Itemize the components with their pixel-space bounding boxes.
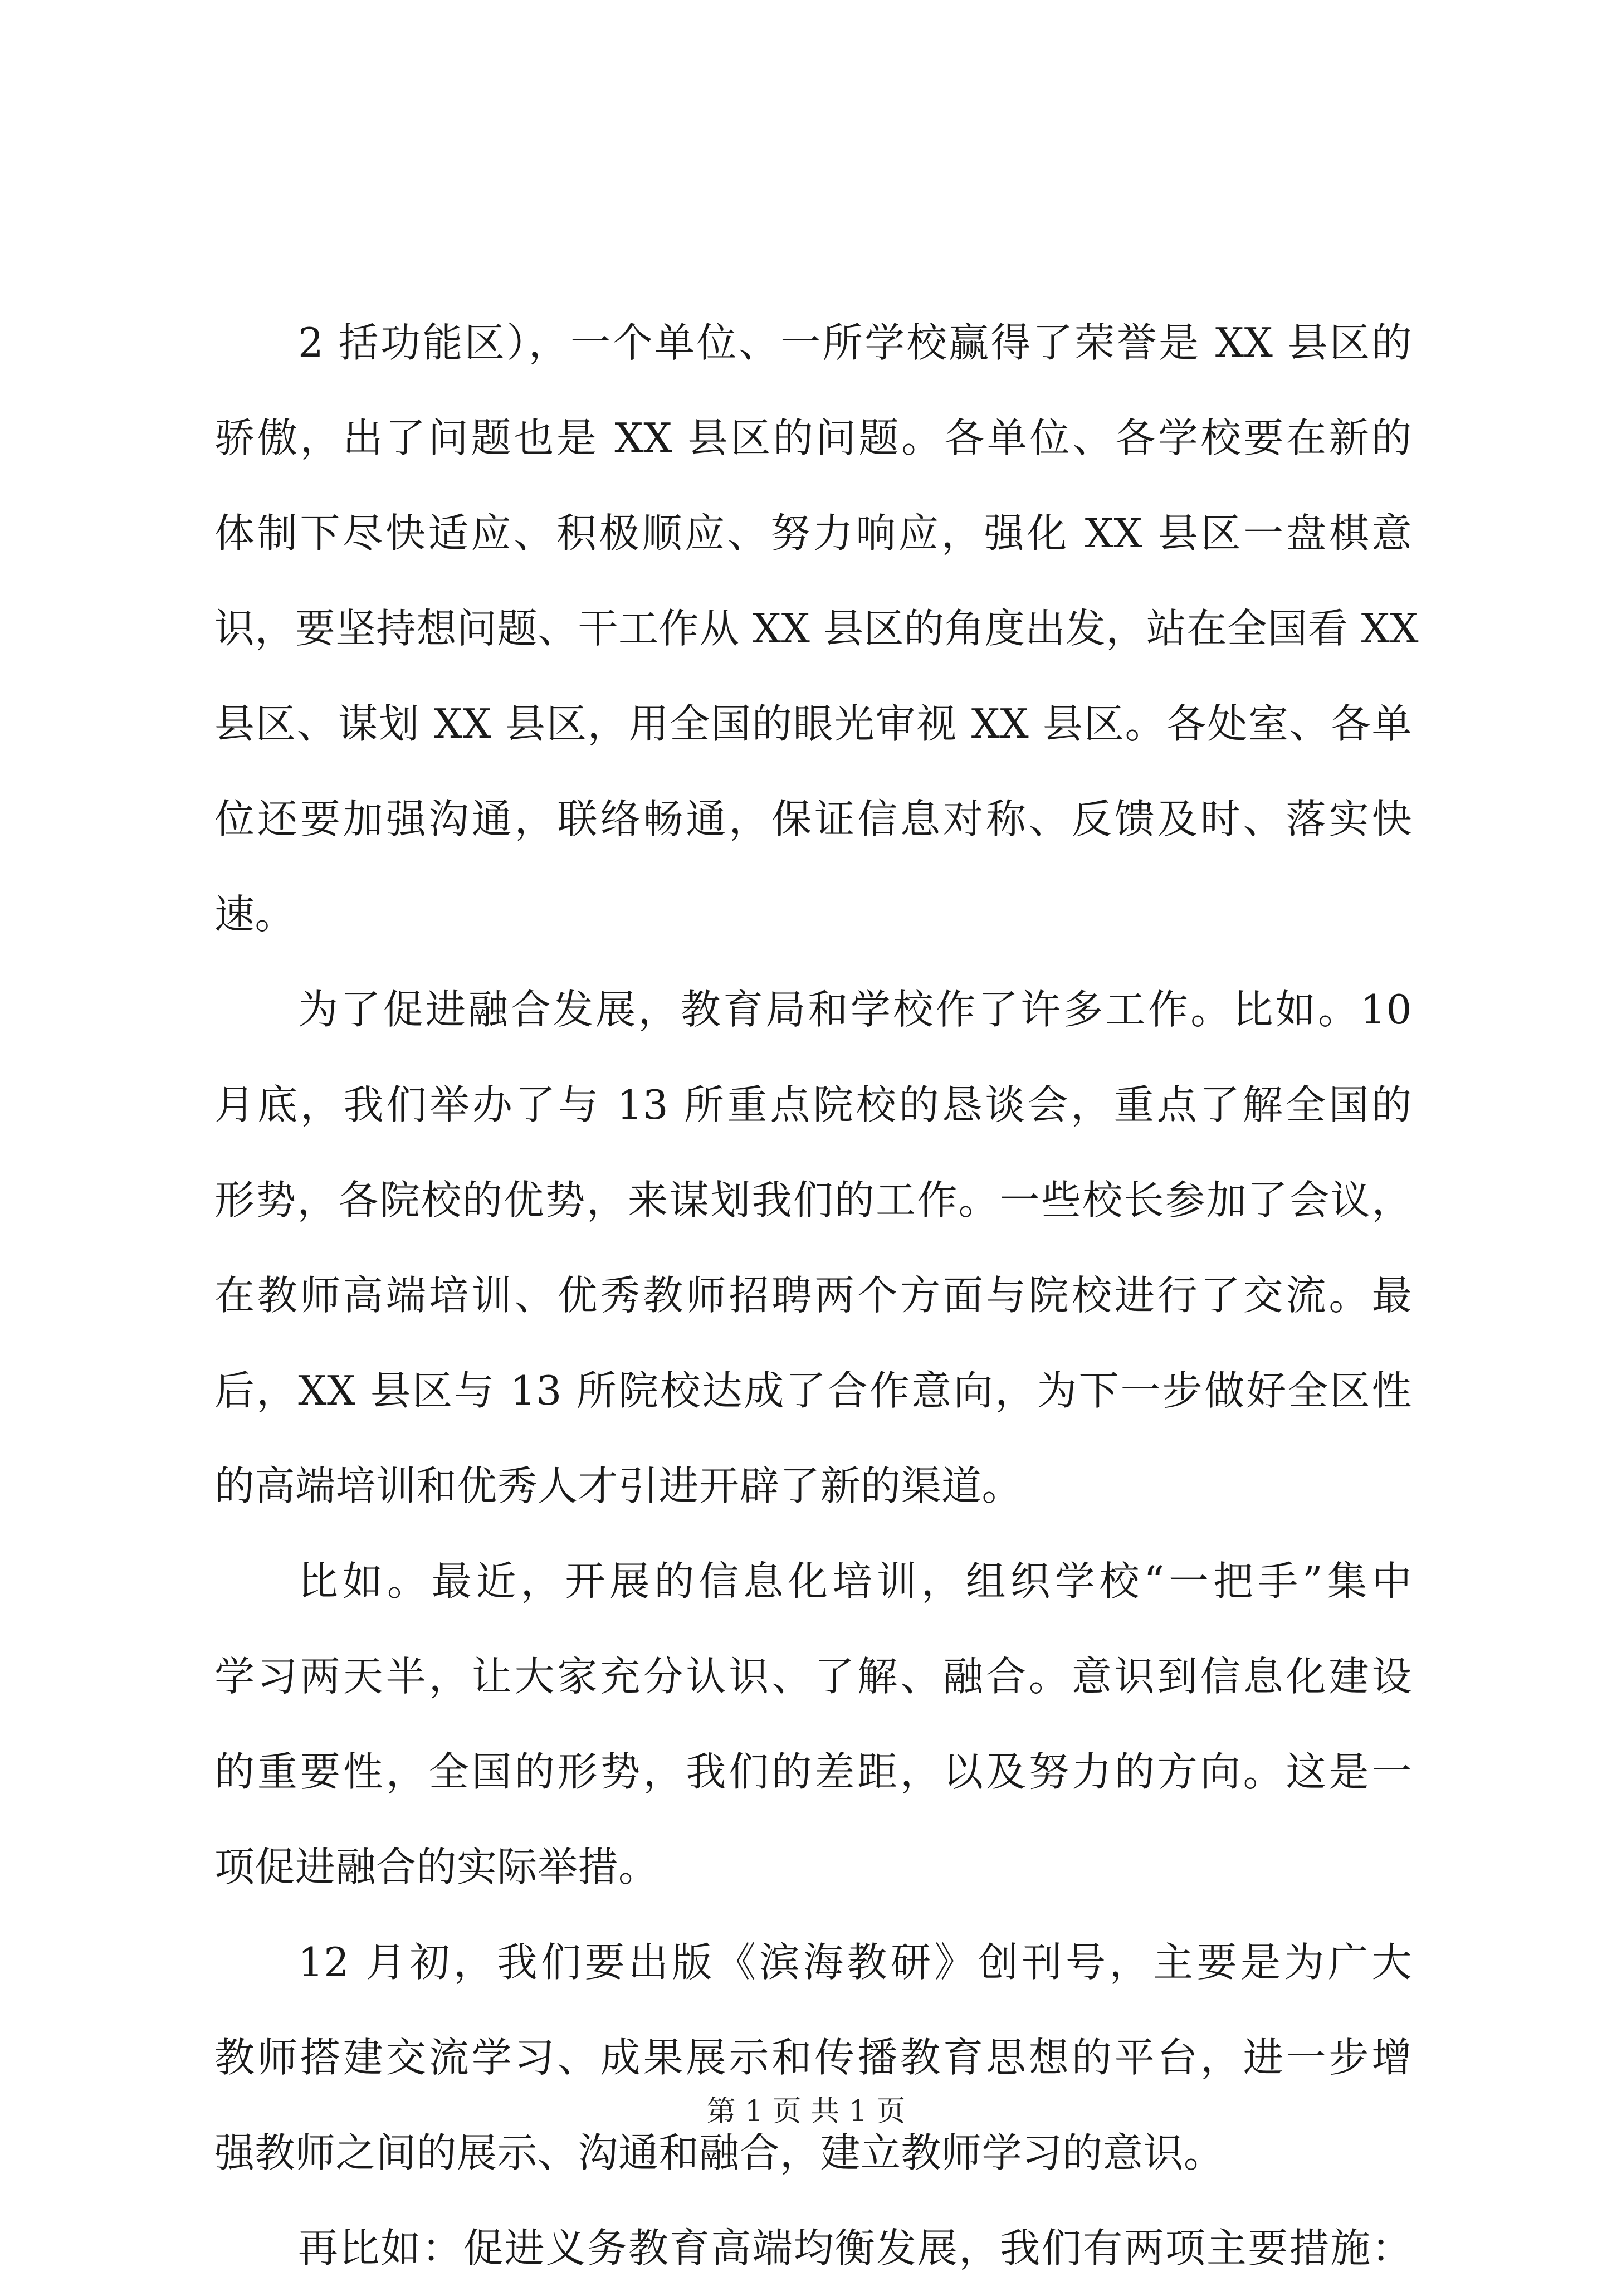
text-line: 为了促进融合发展，教育局和学校作了许多工作。比如。10 [298,986,1412,1033]
text-line: 形势，各院校的优势，来谋划我们的工作。一些校长参加了会议， [214,1177,1412,1223]
text-line: 教师搭建交流学习、成果展示和传播教育思想的平台，进一步增 [214,2034,1412,2081]
text-line: 再比如：促进义务教育高端均衡发展，我们有两项主要措施： [298,2225,1412,2271]
text-line: 的高端培训和优秀人才引进开辟了新的渠道。 [214,1463,1023,1509]
text-line: 2 括功能区），一个单位、一所学校赢得了荣誉是 XX 县区的 [298,319,1412,366]
text-line: 骄傲，出了问题也是 XX 县区的问题。各单位、各学校要在新的 [214,415,1412,461]
text-line: 项促进融合的实际举措。 [214,1844,659,1890]
page-footer: 第 1 页 共 1 页 [706,2095,906,2128]
text-line: 后，XX 县区与 13 所院校达成了合作意向，为下一步做好全区性 [214,1367,1412,1414]
text-line: 学习两天半，让大家充分认识、了解、融合。意识到信息化建设 [214,1653,1412,1700]
text-line: 月底，我们举办了与 13 所重点院校的恳谈会，重点了解全国的 [214,1081,1412,1128]
document-body [214,295,1419,2296]
text-line: 县区、谋划 XX 县区，用全国的眼光审视 XX 县区。各处室、各单 [214,700,1412,747]
text-line: 位还要加强沟通，联络畅通，保证信息对称、反馈及时、落实快 [214,796,1412,842]
text-line: 速。 [214,891,296,938]
text-line: 12 月初，我们要出版《滨海教研》创刊号，主要是为广大 [298,1939,1412,1986]
text-line: 的重要性，全国的形势，我们的差距，以及努力的方向。这是一 [214,1748,1412,1795]
text-line: 体制下尽快适应、积极顺应、努力响应，强化 XX 县区一盘棋意 [214,510,1412,557]
text-line: 在教师高端培训、优秀教师招聘两个方面与院校进行了交流。最 [214,1272,1412,1319]
text-line: 强教师之间的展示、沟通和融合，建立教师学习的意识。 [214,2129,1224,2176]
text-line: 比如。最近，开展的信息化培训，组织学校“一把手”集中 [298,1558,1412,1605]
text-line: 识，要坚持想问题、干工作从 XX 县区的角度出发，站在全国看 XX [214,605,1419,652]
